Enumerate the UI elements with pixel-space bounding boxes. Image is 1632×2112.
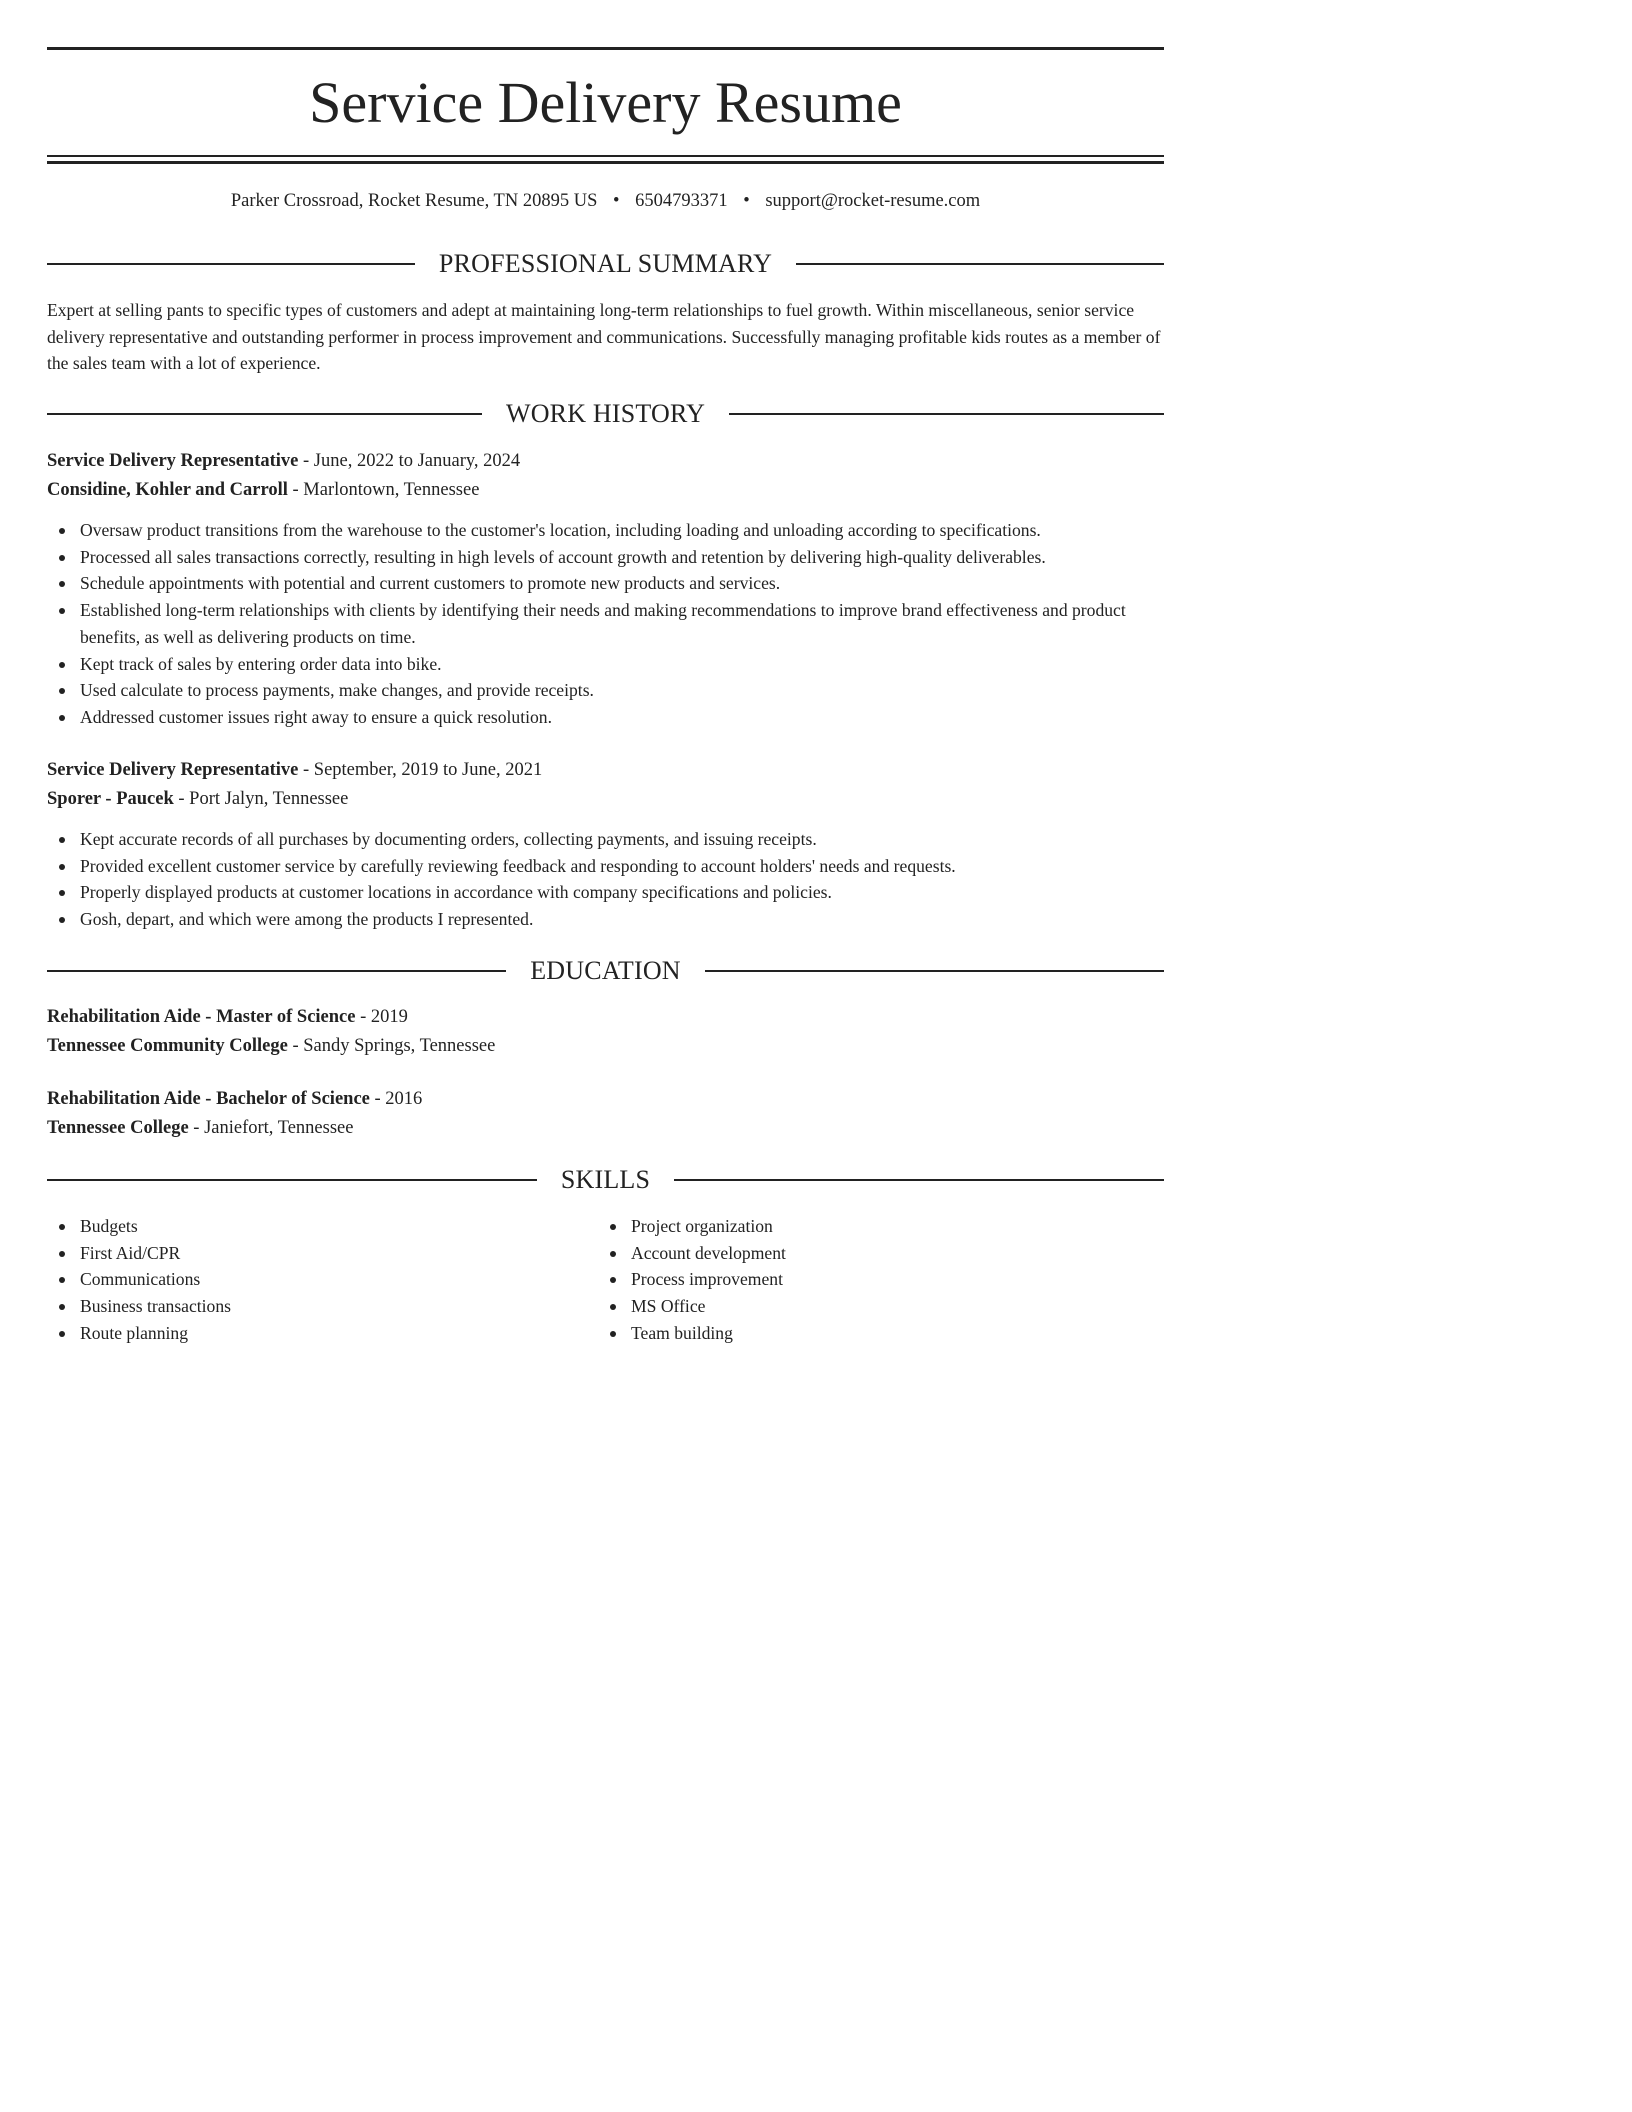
divider-line xyxy=(47,1179,537,1181)
education-degree: Rehabilitation Aide - Master of Science xyxy=(47,1007,356,1027)
job-bullet: Processed all sales transactions correctly, resulting in high levels of account growth and retention by delivering high-quality deliverables. xyxy=(47,544,1164,571)
top-rule xyxy=(47,47,1164,50)
education-school-line xyxy=(47,1033,1164,1059)
skill-item: Budgets xyxy=(47,1213,567,1240)
skill-item: Process improvement xyxy=(598,1266,1118,1293)
job-title-line xyxy=(47,757,1164,783)
contact-separator: • xyxy=(743,191,750,211)
job-bullets xyxy=(47,826,1164,933)
job-location: - Port Jalyn, Tennessee xyxy=(173,789,349,809)
contact-separator: • xyxy=(612,191,620,211)
job-company: Considine, Kohler and Carroll xyxy=(47,480,288,500)
summary-heading xyxy=(47,247,1164,281)
skill-item: Account development xyxy=(598,1240,1118,1267)
skill-item: Business transactions xyxy=(47,1293,567,1320)
job-bullet: Kept track of sales by entering order data into bike. xyxy=(47,651,1164,678)
skill-item: Communications xyxy=(47,1266,567,1293)
divider-line xyxy=(47,970,506,972)
skill-item: Project organization xyxy=(598,1213,1118,1240)
skill-item: Route planning xyxy=(47,1320,567,1347)
job-title-line xyxy=(47,448,1164,474)
job-bullet: Gosh, depart, and which were among the products I represented. xyxy=(47,906,1164,933)
divider-line xyxy=(796,263,1164,265)
education-school-line xyxy=(47,1115,1164,1141)
skills-list-left xyxy=(47,1213,567,1347)
skill-item: MS Office xyxy=(598,1293,1118,1320)
contact-phone: 6504793371 xyxy=(635,191,728,211)
divider-line xyxy=(705,970,1164,972)
skills-list-right xyxy=(598,1213,1118,1347)
job-bullet: Provided excellent customer service by carefully reviewing feedback and responding to account holders' needs and requests. xyxy=(47,853,1164,880)
contact-line xyxy=(47,189,1164,213)
job-title: Service Delivery Representative xyxy=(47,760,299,780)
divider-line xyxy=(729,413,1164,415)
education-degree-line xyxy=(47,1004,1164,1030)
education-year: - 2019 xyxy=(355,1007,408,1027)
resume-title: Service Delivery Resume xyxy=(309,70,902,135)
work-history-heading-label: WORK HISTORY xyxy=(505,399,706,428)
skill-item: First Aid/CPR xyxy=(47,1240,567,1267)
contact-address: Parker Crossroad, Rocket Resume, TN 20895 US xyxy=(230,191,598,211)
divider-line xyxy=(47,263,415,265)
job-dates: - June, 2022 to January, 2024 xyxy=(298,451,521,471)
job-location: - Marlontown, Tennessee xyxy=(287,480,480,500)
job-bullet: Oversaw product transitions from the warehouse to the customer's location, including loading and unloading according to specifications. xyxy=(47,517,1164,544)
skill-item: Team building xyxy=(598,1320,1118,1347)
job-bullet: Established long-term relationships with clients by identifying their needs and making recommendations to improve brand effectiveness and product benefits, as well as delivering products on time. xyxy=(47,597,1164,650)
job-company-line xyxy=(47,786,1164,812)
contact-email: support@rocket-resume.com xyxy=(765,191,981,211)
job-bullet: Addressed customer issues right away to ensure a quick resolution. xyxy=(47,704,1164,731)
divider-line xyxy=(47,413,482,415)
skills-heading-label: SKILLS xyxy=(560,1165,651,1194)
education-heading xyxy=(47,954,1164,988)
summary-heading-label: PROFESSIONAL SUMMARY xyxy=(438,249,773,278)
job-title: Service Delivery Representative xyxy=(47,451,299,471)
job-bullet: Kept accurate records of all purchases by documenting orders, collecting payments, and issuing receipts. xyxy=(47,826,1164,853)
work-history-heading xyxy=(47,397,1164,431)
job-bullet: Schedule appointments with potential and current customers to promote new products and services. xyxy=(47,570,1164,597)
summary-text: Expert at selling pants to specific types of customers and adept at maintaining long-term relationships to fuel growth. Within miscellaneous, senior service delivery representative and outstanding performer in process improvement and communications. Successfully managing profitable kids routes as a member of the sales team with a lot of experience. xyxy=(47,300,1161,373)
job-bullets xyxy=(47,517,1164,731)
job-company-line xyxy=(47,477,1164,503)
education-degree: Rehabilitation Aide - Bachelor of Science xyxy=(47,1089,370,1109)
job-dates: - September, 2019 to June, 2021 xyxy=(298,760,543,780)
education-degree-line xyxy=(47,1086,1164,1112)
job-bullet: Properly displayed products at customer locations in accordance with company specifications and policies. xyxy=(47,879,1164,906)
job-bullet: Used calculate to process payments, make changes, and provide receipts. xyxy=(47,677,1164,704)
education-school: Tennessee Community College xyxy=(47,1036,288,1056)
education-location: - Janiefort, Tennessee xyxy=(188,1118,354,1138)
education-location: - Sandy Springs, Tennessee xyxy=(287,1036,496,1056)
education-year: - 2016 xyxy=(369,1089,423,1109)
job-company: Sporer - Paucek xyxy=(47,789,174,809)
title-double-rule xyxy=(47,155,1164,164)
divider-line xyxy=(674,1179,1164,1181)
skills-heading xyxy=(47,1163,1164,1197)
education-heading-label: EDUCATION xyxy=(530,956,681,985)
education-school: Tennessee College xyxy=(47,1118,189,1138)
